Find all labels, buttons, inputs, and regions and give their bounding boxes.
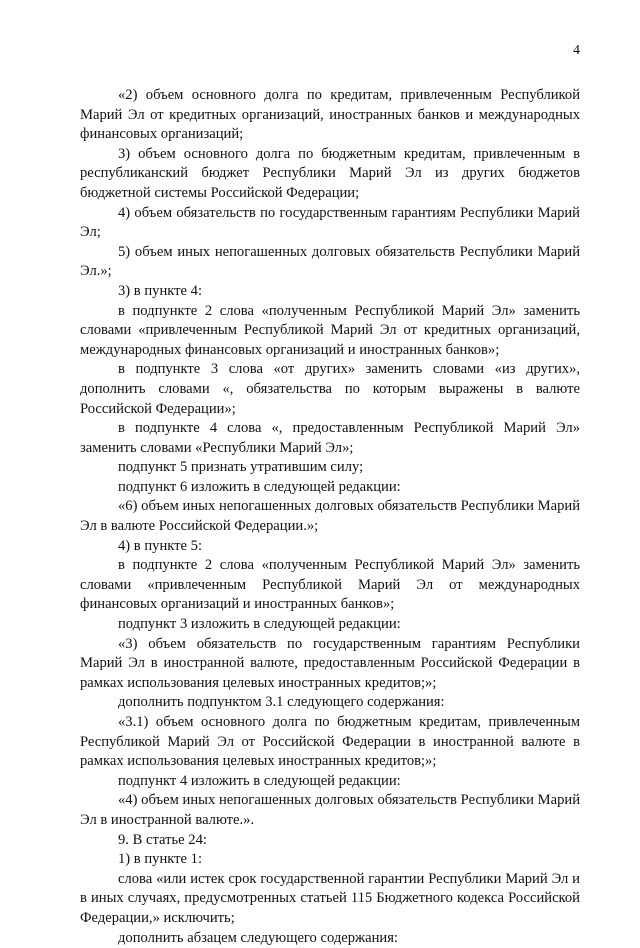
paragraph: 4) в пункте 5: [118,537,203,554]
paragraph: в подпункте 2 слова «полученным Республикой Марий Эл» заменить словами «привлеченным Республикой Марий Эл от международных финансовых организаций и иностранных банков»; [80,557,580,613]
paragraph: 1) в пункте 1: [118,851,203,868]
paragraph: подпункт 3 изложить в следующей редакции: [118,616,401,633]
paragraph: 9. В статье 24: [118,831,207,848]
paragraph: «3) объем обязательств по государственным гарантиям Республики Марий Эл в иностранной валюте, предоставленным Российской Федерации в рамках использования целевых иностранных кредитов;»; [80,635,580,691]
paragraph: 3) в пункте 4: [118,282,203,299]
paragraph: «2) объем основного долга по кредитам, привлеченным Республикой Марий Эл от кредитных организаций, иностранных банков и международных финансовых организаций; [80,87,580,143]
page-number: 4 [573,43,580,58]
paragraph: «6) объем иных непогашенных долговых обязательств Республики Марий Эл в валюте Российской Федерации.»; [80,498,580,535]
paragraph: в подпункте 4 слова «, предоставленным Республикой Марий Эл» заменить словами «Республики Марий Эл»; [80,420,580,456]
paragraph: слова «или истек срок государственной гарантии Республики Марий Эл и в иных случаях, предусмотренных статьей 115 Бюджетного кодекса Российской Федерации,» исключить; [80,870,580,926]
paragraph: в подпункте 2 слова «полученным Республикой Марий Эл» заменить словами «привлеченным Республикой Марий Эл от кредитных организаций, международных финансовых организаций и иностранных банков»; [80,302,580,358]
paragraph: 4) объем обязательств по государственным гарантиям Республики Марий Эл; [80,204,580,241]
paragraph: дополнить абзацем следующего содержания: [118,929,398,946]
paragraph: дополнить подпунктом 3.1 следующего содержания: [118,694,445,711]
paragraph: подпункт 4 изложить в следующей редакции: [118,772,401,789]
paragraph: 3) объем основного долга по бюджетным кредитам, привлеченным в республиканский бюджет Республики Марий Эл из других бюджетов бюджетной системы Российской Федерации; [80,145,580,201]
paragraph: «4) объем иных непогашенных долговых обязательств Республики Марий Эл в иностранной валюте.». [80,792,580,828]
paragraph: подпункт 6 изложить в следующей редакции: [118,478,401,495]
paragraph: в подпункте 3 слова «от других» заменить словами «из других», дополнить словами «, обязательства по которым выражены в валюте Российской Федерации»; [80,361,580,417]
paragraph: «3.1) объем основного долга по бюджетным кредитам, привлеченным Республикой Марий Эл от Российской Федерации в иностранной валюте в рамках использования целевых иностранных кредитов;»; [80,714,580,770]
paragraph: 5) объем иных непогашенных долговых обязательств Республики Марий Эл.»; [80,243,580,280]
paragraph: подпункт 5 признать утратившим силу; [118,459,364,476]
document-body [80,86,580,948]
